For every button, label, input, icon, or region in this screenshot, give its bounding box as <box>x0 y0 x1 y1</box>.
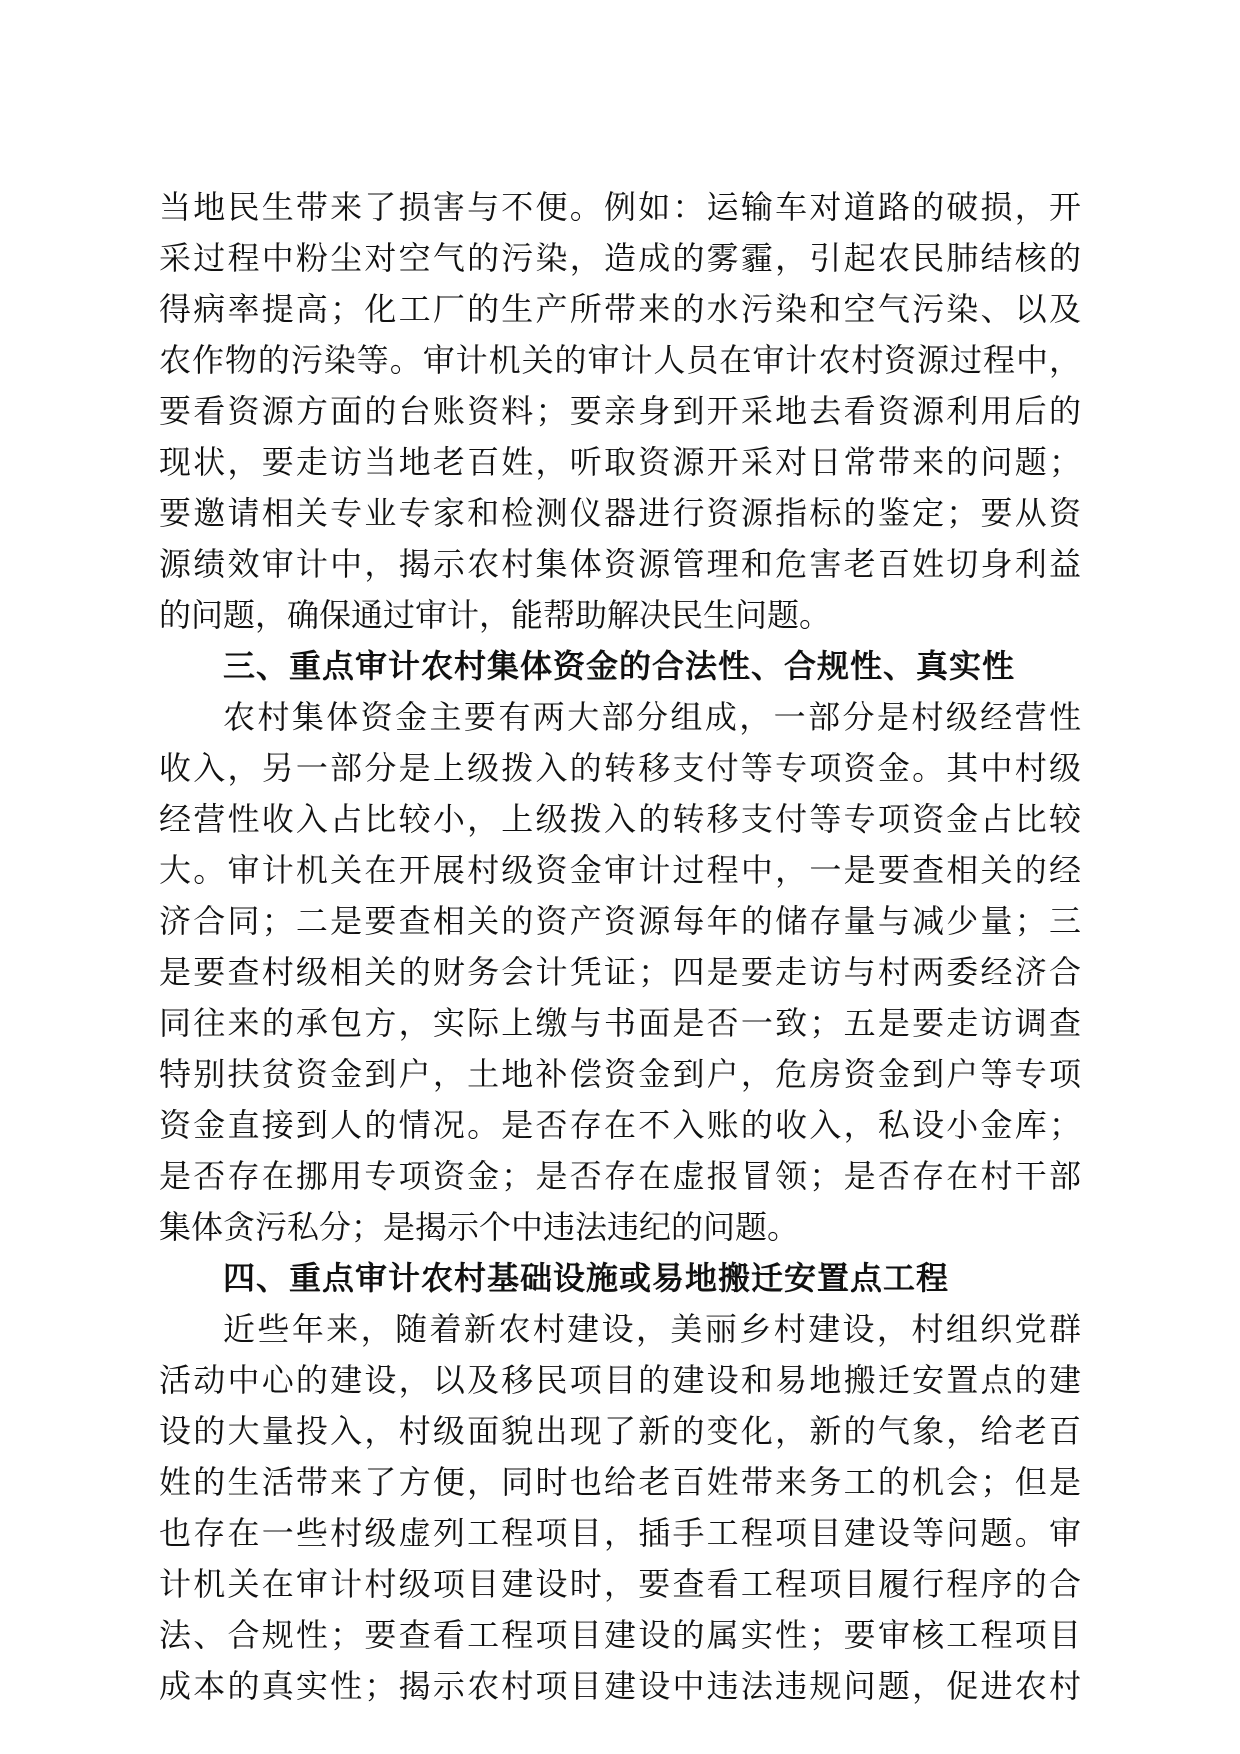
paragraph-line: 同往来的承包方，实际上缴与书面是否一致；五是要走访调查 <box>159 1004 1081 1042</box>
paragraph-line: 收入，另一部分是上级拨入的转移支付等专项资金。其中村级 <box>159 749 1081 787</box>
paragraph-line: 特别扶贫资金到户，土地补偿资金到户，危房资金到户等专项 <box>159 1055 1081 1093</box>
paragraph-line: 经营性收入占比较小，上级拨入的转移支付等专项资金占比较 <box>159 800 1081 838</box>
paragraph-line: 得病率提高；化工厂的生产所带来的水污染和空气污染、以及 <box>159 290 1081 328</box>
paragraph-line: 农村集体资金主要有两大部分组成，一部分是村级经营性 <box>223 698 1081 736</box>
paragraph-line: 计机关在审计村级项目建设时，要查看工程项目履行程序的合 <box>159 1565 1081 1603</box>
paragraph-line: 要邀请相关专业专家和检测仪器进行资源指标的鉴定；要从资 <box>159 494 1081 532</box>
paragraph-line: 源绩效审计中，揭示农村集体资源管理和危害老百姓切身利益 <box>159 545 1081 583</box>
paragraph-line: 是要查村级相关的财务会计凭证；四是要走访与村两委经济合 <box>159 953 1081 991</box>
paragraph-line: 也存在一些村级虚列工程项目，插手工程项目建设等问题。审 <box>159 1514 1081 1552</box>
paragraph-line: 农作物的污染等。审计机关的审计人员在审计农村资源过程中， <box>159 341 1081 379</box>
paragraph-line: 济合同；二是要查相关的资产资源每年的储存量与减少量；三 <box>159 902 1081 940</box>
paragraph-line: 法、合规性；要查看工程项目建设的属实性；要审核工程项目 <box>159 1616 1081 1654</box>
paragraph-line: 资金直接到人的情况。是否存在不入账的收入，私设小金库； <box>159 1106 1081 1144</box>
paragraph-line: 当地民生带来了损害与不便。例如：运输车对道路的破损，开 <box>159 188 1081 226</box>
paragraph-line: 成本的真实性；揭示农村项目建设中违法违规问题，促进农村 <box>159 1667 1081 1705</box>
section-heading-3: 三、重点审计农村集体资金的合法性、合规性、真实性 <box>223 647 1016 685</box>
paragraph-line: 大。审计机关在开展村级资金审计过程中，一是要查相关的经 <box>159 851 1081 889</box>
paragraph-line: 集体贪污私分；是揭示个中违法违纪的问题。 <box>159 1208 800 1246</box>
paragraph-line: 采过程中粉尘对空气的污染，造成的雾霾，引起农民肺结核的 <box>159 239 1081 277</box>
section-heading-4: 四、重点审计农村基础设施或易地搬迁安置点工程 <box>223 1259 950 1297</box>
paragraph-line: 是否存在挪用专项资金；是否存在虚报冒领；是否存在村干部 <box>159 1157 1081 1195</box>
paragraph-line: 的问题，确保通过审计，能帮助解决民生问题。 <box>159 596 832 634</box>
paragraph-line: 设的大量投入，村级面貌出现了新的变化，新的气象，给老百 <box>159 1412 1081 1450</box>
paragraph-line: 现状，要走访当地老百姓，听取资源开采对日常带来的问题； <box>159 443 1081 481</box>
paragraph-line: 要看资源方面的台账资料；要亲身到开采地去看资源利用后的 <box>159 392 1081 430</box>
paragraph-line: 近些年来，随着新农村建设，美丽乡村建设，村组织党群 <box>223 1310 1081 1348</box>
paragraph-line: 活动中心的建设，以及移民项目的建设和易地搬迁安置点的建 <box>159 1361 1081 1399</box>
paragraph-line: 姓的生活带来了方便，同时也给老百姓带来务工的机会；但是 <box>159 1463 1081 1501</box>
paragraph-1 <box>159 182 1081 1712</box>
